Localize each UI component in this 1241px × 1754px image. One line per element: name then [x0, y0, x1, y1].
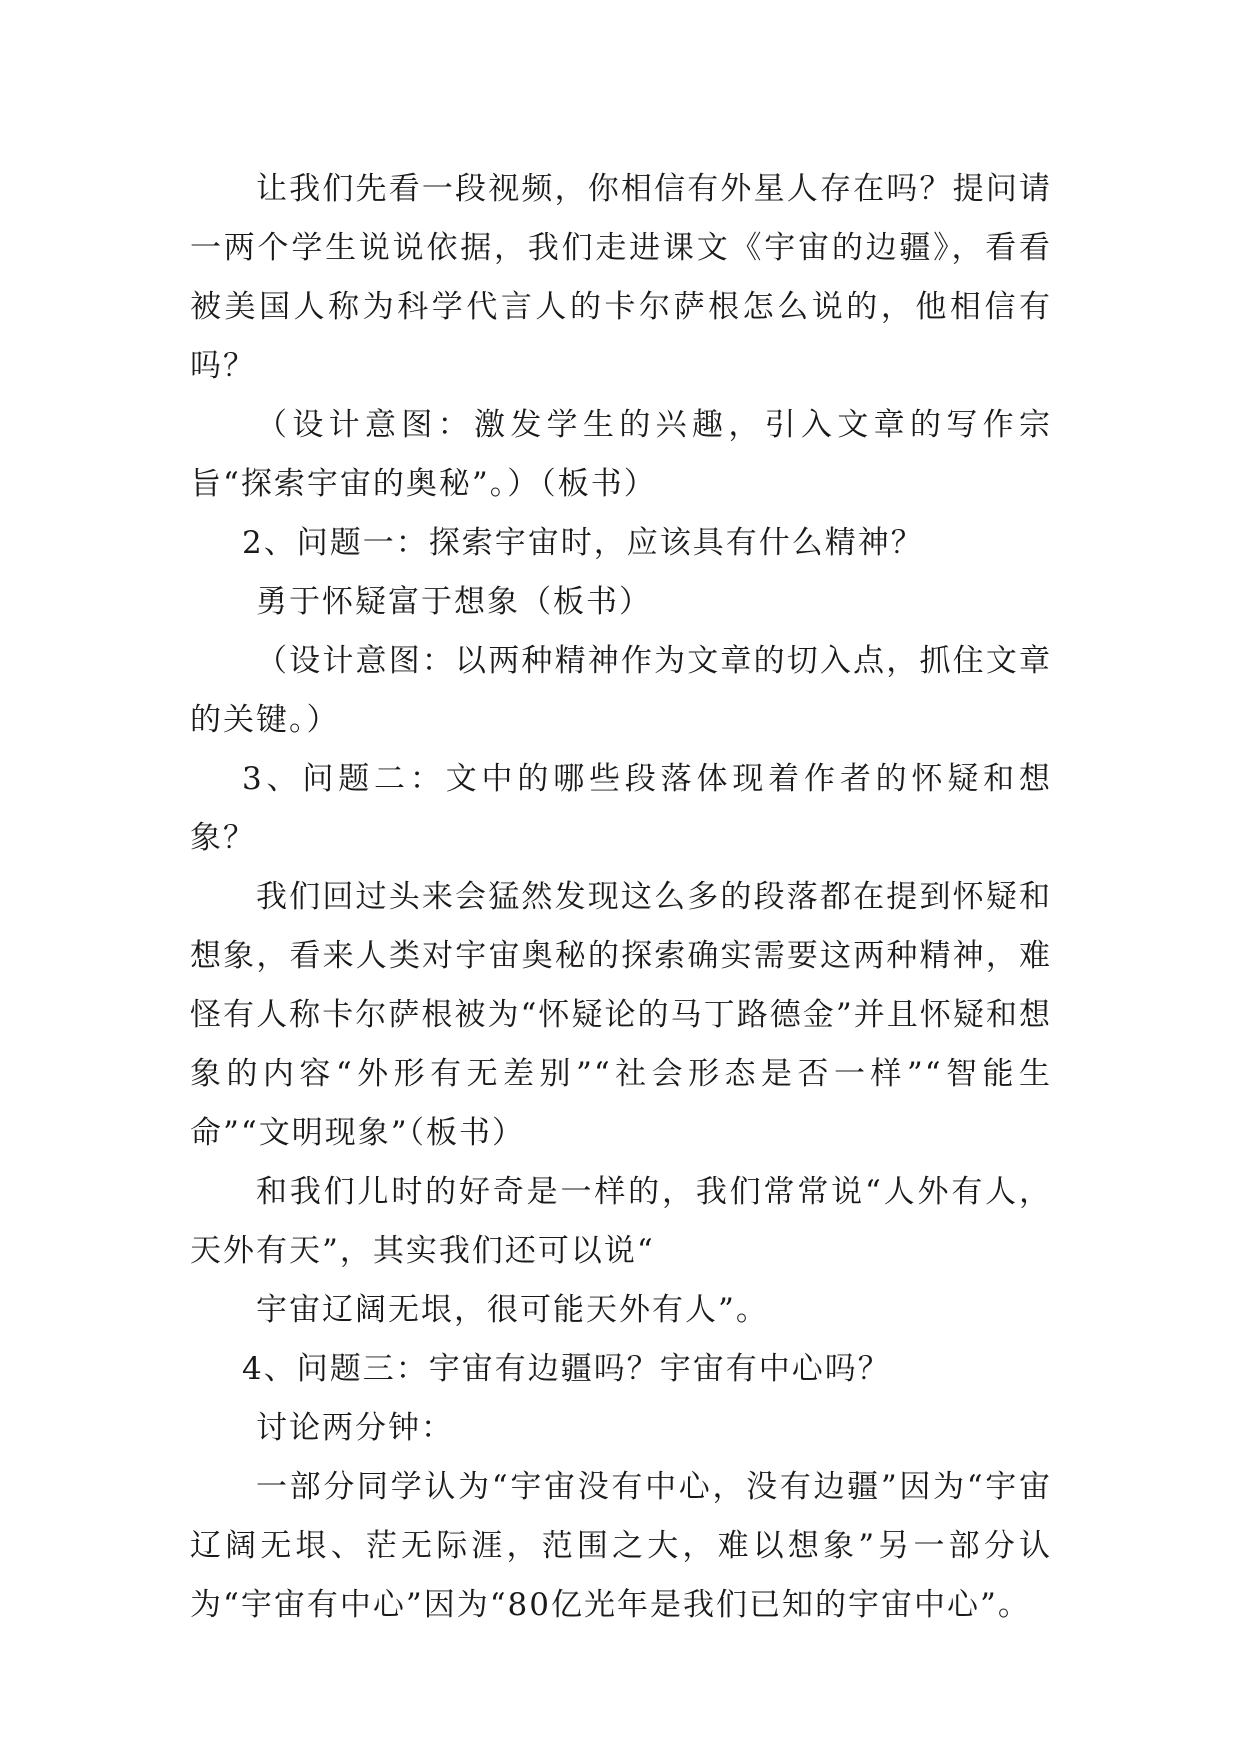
paragraph-design-intent-1: （设计意图：激发学生的兴趣，引入文章的写作宗旨“探索宇宙的奥秘”。）（板书）: [190, 407, 1052, 502]
paragraph-discuss-label: 讨论两分钟：: [256, 1410, 454, 1446]
paragraph-discussion-1: 我们回过头来会猛然发现这么多的段落都在提到怀疑和想象，看来人类对宇宙奥秘的探索确实需要这两种精神，难怪有人称卡尔萨根被为“怀疑论的马丁路德金”并且怀疑和想象的内容“外形有无差别”“社会形态是否一样”“智能生命”“文明现象”（板书）: [190, 879, 1052, 1151]
paragraph-question-2: 3、问题二：文中的哪些段落体现着作者的怀疑和想象？: [190, 761, 1052, 856]
paragraph-question-1: 2、问题一：探索宇宙时，应该具有什么精神？: [242, 525, 924, 561]
paragraph-intro: 让我们先看一段视频，你相信有外星人存在吗？提问请一两个学生说说依据，我们走进课文《宇宙的边疆》，看看被美国人称为科学代言人的卡尔萨根怎么说的，他相信有吗？: [190, 171, 1052, 384]
document-body: [190, 160, 1052, 1635]
paragraph-design-intent-2: （设计意图：以两种精神作为文章的切入点，抓住文章的关键。）: [190, 643, 1052, 738]
paragraph-discussion-2: 和我们儿时的好奇是一样的，我们常常说“人外有人，天外有天”，其实我们还可以说“: [190, 1174, 1052, 1269]
paragraph-discussion-result: 一部分同学认为“宇宙没有中心，没有边疆”因为“宇宙辽阔无垠、茫无际涯，范围之大，难以想象”另一部分认为“宇宙有中心”因为“80亿光年是我们已知的宇宙中心”。: [190, 1469, 1052, 1623]
paragraph-discussion-3: 宇宙辽阔无垠，很可能天外有人”。: [256, 1292, 769, 1328]
paragraph-answer-1: 勇于怀疑富于想象（板书）: [256, 584, 652, 620]
paragraph-question-3: 4、问题三：宇宙有边疆吗？宇宙有中心吗？: [242, 1351, 891, 1387]
